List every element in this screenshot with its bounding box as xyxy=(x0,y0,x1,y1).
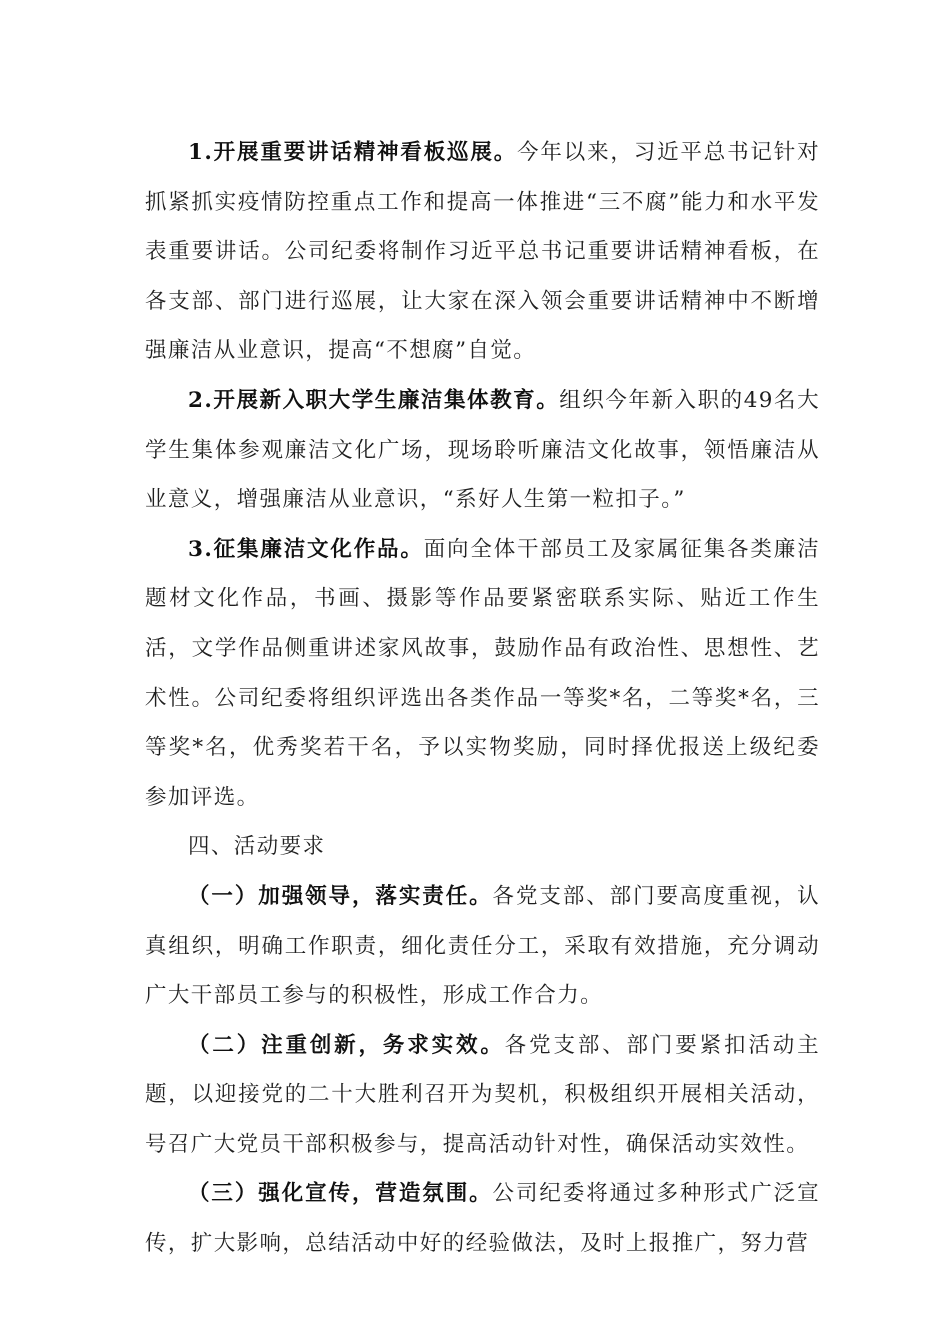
requirement-item-2 xyxy=(145,1021,820,1170)
paragraph-lead: （一）加强领导，落实责任。 xyxy=(188,883,493,909)
document-body xyxy=(145,128,820,1269)
paragraph-lead: 2.开展新入职大学生廉洁集体教育。 xyxy=(188,387,560,413)
paragraph-lead: （三）强化宣传，营造氛围。 xyxy=(188,1181,493,1207)
paragraph-text: 各党支部、部门要高度重视，认真组织，明确工作职责，细化责任分工，采取有效措施，充分调动广大干部员工参与的积极性，形成工作合力。 xyxy=(145,883,820,1009)
paragraph-lead: 1.开展重要讲话精神看板巡展。 xyxy=(188,140,518,165)
paragraph-lead: （二）注重创新，务求实效。 xyxy=(188,1032,505,1058)
paragraph-text: 公司纪委将通过多种形式广泛宣传，扩大影响，总结活动中好的经验做法，及时上报推广，努力营 xyxy=(145,1181,820,1257)
paragraph-item-1 xyxy=(145,128,820,376)
section-heading: 四、活动要求 xyxy=(188,834,326,860)
requirement-item-1 xyxy=(145,872,820,1021)
paragraph-text: 各党支部、部门要紧扣活动主题，以迎接党的二十大胜利召开为契机，积极组织开展相关活动，号召广大党员干部积极参与，提高活动针对性，确保活动实效性。 xyxy=(145,1032,821,1157)
paragraph-text: 组织今年新入职的49名大学生集体参观廉洁文化广场，现场聆听廉洁文化故事，领悟廉洁从业意义，增强廉洁从业意识，“系好人生第一粒扣子。” xyxy=(145,387,820,513)
requirement-item-3 xyxy=(145,1169,820,1268)
paragraph-text: 面向全体干部员工及家属征集各类廉洁题材文化作品，书画、摄影等作品要紧密联系实际、贴近工作生活，文学作品侧重讲述家风故事，鼓励作品有政治性、思想性、艺术性。公司纪委将组织评选出各类作品一等奖*名，二等奖*名，三等奖*名，优秀奖若干名，予以实物奖励，同时择优报送上级纪委参加评选。 xyxy=(145,536,820,810)
paragraph-lead: 3.征集廉洁文化作品。 xyxy=(188,536,424,562)
paragraph-item-2 xyxy=(145,376,820,525)
paragraph-text: 今年以来，习近平总书记针对抓紧抓实疫情防控重点工作和提高一体推进“三不腐”能力和水平发表重要讲话。公司纪委将制作习近平总书记重要讲话精神看板，在各支部、部门进行巡展，让大家在深入领会重要讲话精神中不断增强廉洁从业意识，提高“不想腐”自觉。 xyxy=(145,140,820,364)
paragraph-item-3 xyxy=(145,525,820,823)
